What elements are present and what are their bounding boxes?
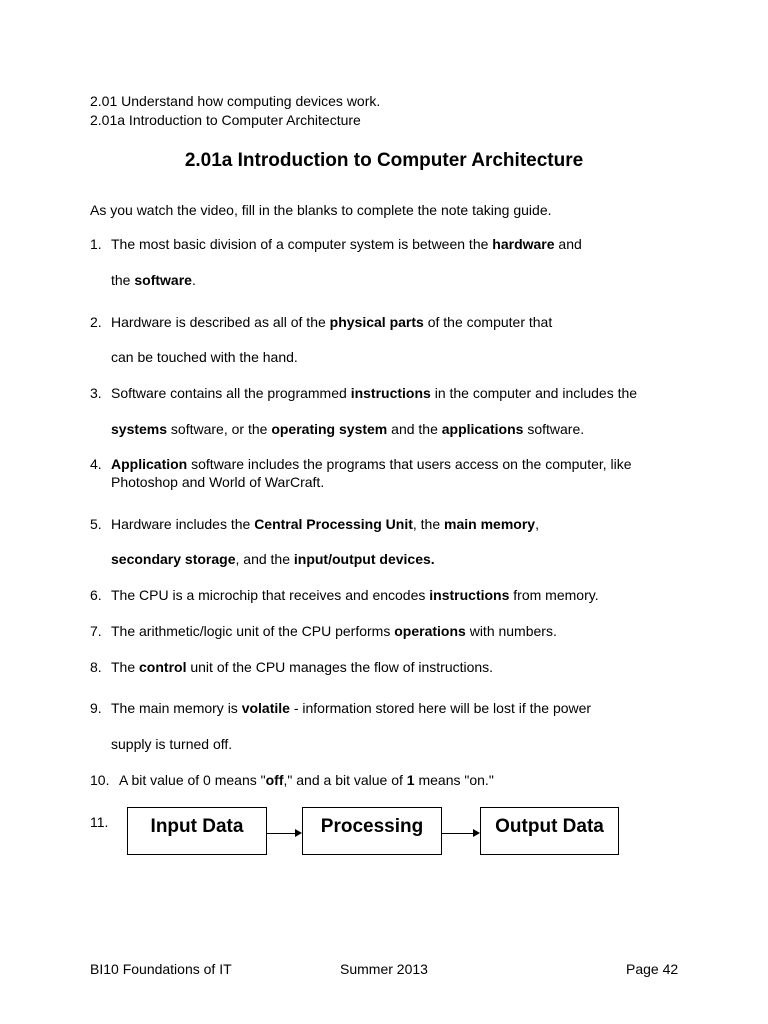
item-text: ," and a bit value of	[283, 772, 407, 788]
item-text: unit of the CPU manages the flow of instructions.	[186, 659, 494, 675]
intro-text: As you watch the video, fill in the blanks to complete the note taking guide.	[90, 202, 552, 218]
item-text: The CPU is a microchip that receives and encodes	[111, 587, 430, 603]
item-text: software includes the programs that users access on the computer, like	[187, 456, 632, 472]
item-text: - information stored here will be lost if the power	[289, 700, 592, 716]
item-number-11: 11.	[90, 814, 109, 830]
item-text: the	[111, 272, 135, 288]
item-text: in the computer and includes the	[430, 385, 638, 401]
item-3-line-1	[111, 385, 637, 401]
item-text: with numbers.	[465, 623, 557, 639]
item-number-5: 5.	[90, 516, 102, 532]
item-text: The most basic division of a computer system is between the	[111, 236, 493, 252]
footer-course: BI10 Foundations of IT	[90, 961, 232, 977]
processing-label: Processing	[320, 816, 424, 837]
item-text: Hardware includes the	[111, 516, 255, 532]
item-text: software, or the	[167, 421, 272, 437]
footer-term: Summer 2013	[340, 961, 428, 977]
item-6-line-1	[111, 587, 599, 603]
item-text: Photoshop and World of WarCraft.	[111, 474, 325, 490]
page-title: 2.01a Introduction to Computer Architecture	[184, 150, 584, 171]
fill-in-answer: physical parts	[329, 314, 424, 330]
item-2-line-2	[111, 349, 298, 365]
item-text: ,	[535, 516, 539, 532]
item-number-9: 9.	[90, 700, 102, 716]
fill-in-answer: Central Processing Unit	[254, 516, 413, 532]
item-text: .	[191, 272, 196, 288]
item-number-6: 6.	[90, 587, 102, 603]
item-text: The	[111, 659, 140, 675]
arrow-input-to-processing	[267, 833, 296, 834]
footer-page-number: Page 42	[626, 961, 679, 977]
output-data-box	[480, 807, 619, 855]
output-data-label: Output Data	[495, 816, 604, 837]
item-9-line-1	[111, 700, 591, 716]
item-4-line-1	[111, 456, 632, 472]
item-text: can be touched with the hand.	[111, 349, 298, 365]
item-text: and the	[387, 421, 442, 437]
input-data-box	[127, 807, 267, 855]
item-text: A bit value of 0 means "	[119, 772, 266, 788]
item-number-8: 8.	[90, 659, 102, 675]
item-1-line-2	[111, 272, 196, 288]
item-7-line-1	[111, 623, 557, 639]
fill-in-answer: operating system	[271, 421, 388, 437]
fill-in-answer: instructions	[350, 385, 431, 401]
fill-in-answer: systems	[111, 421, 168, 437]
item-text: of the computer that	[423, 314, 553, 330]
fill-in-answer: main memory	[444, 516, 536, 532]
processing-box	[302, 807, 442, 855]
fill-in-answer: instructions	[429, 587, 510, 603]
fill-in-answer: input/output devices.	[293, 551, 435, 567]
item-text: The main memory is	[111, 700, 242, 716]
header-subobjective: 2.01a Introduction to Computer Architecture	[90, 112, 361, 128]
item-8-line-1	[111, 659, 493, 675]
fill-in-answer: 1	[406, 772, 415, 788]
item-text: and	[554, 236, 582, 252]
fill-in-answer: off	[265, 772, 284, 788]
item-1-line-1	[111, 236, 582, 252]
item-number-7: 7.	[90, 623, 102, 639]
fill-in-answer: volatile	[241, 700, 290, 716]
fill-in-answer: applications	[441, 421, 524, 437]
fill-in-answer: control	[139, 659, 187, 675]
fill-in-answer: software	[134, 272, 192, 288]
header-objective: 2.01 Understand how computing devices work.	[90, 93, 381, 109]
item-text: means "on."	[414, 772, 494, 788]
item-text: supply is turned off.	[111, 736, 233, 752]
item-5-line-1	[111, 516, 539, 532]
item-text: , the	[412, 516, 445, 532]
item-text: Hardware is described as all of the	[111, 314, 330, 330]
fill-in-answer: operations	[394, 623, 466, 639]
item-5-line-2	[111, 551, 435, 567]
fill-in-answer: Application	[111, 456, 188, 472]
item-text: from memory.	[509, 587, 599, 603]
fill-in-answer: secondary storage	[111, 551, 236, 567]
item-4-line-2	[111, 474, 324, 490]
item-number-3: 3.	[90, 385, 102, 401]
input-data-label: Input Data	[150, 816, 244, 837]
fill-in-answer: hardware	[492, 236, 555, 252]
item-2-line-1	[111, 314, 552, 330]
item-text: software.	[523, 421, 585, 437]
item-text: Software contains all the programmed	[111, 385, 351, 401]
item-number-2: 2.	[90, 314, 102, 330]
item-text: , and the	[235, 551, 294, 567]
item-3-line-2	[111, 421, 584, 437]
item-number-4: 4.	[90, 456, 102, 472]
item-number-1: 1.	[90, 236, 102, 252]
item-text: The arithmetic/logic unit of the CPU performs	[111, 623, 395, 639]
arrow-processing-to-output	[442, 833, 474, 834]
item-9-line-2	[111, 736, 232, 752]
item-10-line-1	[119, 772, 494, 788]
item-number-10: 10.	[90, 772, 110, 788]
